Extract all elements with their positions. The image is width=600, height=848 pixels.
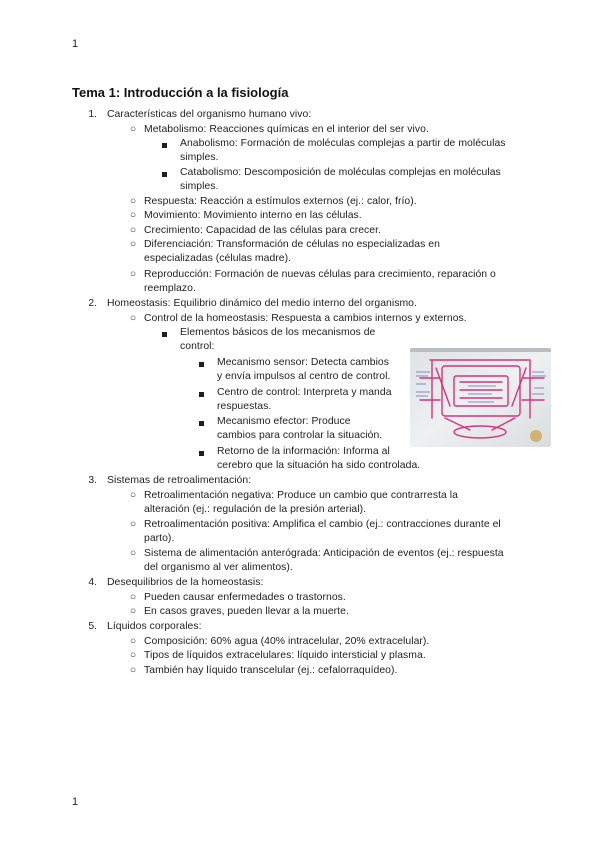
hollow-circle-bullet-icon: ○ bbox=[129, 650, 137, 661]
filled-square-bullet-icon bbox=[199, 451, 204, 456]
list-item-continuation: reemplazo. bbox=[144, 283, 196, 294]
list-item-continuation: y envía impulsos al centro de control. bbox=[217, 371, 391, 382]
section-heading: Líquidos corporales: bbox=[107, 621, 202, 632]
list-item: Sistema de alimentación anterógrada: Anticipación de eventos (ej.: respuesta bbox=[144, 548, 504, 559]
hollow-circle-bullet-icon: ○ bbox=[129, 196, 137, 207]
list-item: Reproducción: Formación de nuevas células para crecimiento, reparación o bbox=[144, 269, 496, 280]
list-item-continuation: simples. bbox=[180, 152, 219, 163]
filled-square-bullet-icon bbox=[199, 421, 204, 426]
list-item-continuation: parto). bbox=[144, 533, 175, 544]
list-item: Composición: 60% agua (40% intracelular, 20% extracelular). bbox=[144, 636, 430, 647]
hollow-circle-bullet-icon: ○ bbox=[129, 548, 137, 559]
hollow-circle-bullet-icon: ○ bbox=[129, 490, 137, 501]
list-item-continuation: del organismo al ver alimentos). bbox=[144, 562, 293, 573]
list-item: Retorno de la información: Informa al bbox=[217, 446, 390, 457]
homeostasis-diagram-photo bbox=[410, 348, 551, 447]
section-heading: Sistemas de retroalimentación: bbox=[107, 475, 252, 486]
filled-square-bullet-icon bbox=[162, 172, 167, 177]
list-item: Movimiento: Movimiento interno en las células. bbox=[144, 210, 362, 221]
hollow-circle-bullet-icon: ○ bbox=[129, 636, 137, 647]
list-item: Crecimiento: Capacidad de las células para crecer. bbox=[144, 225, 381, 236]
section-number: 2. bbox=[88, 298, 97, 309]
list-item: Mecanismo sensor: Detecta cambios bbox=[217, 357, 390, 368]
list-item-continuation: cambios para controlar la situación. bbox=[217, 430, 383, 441]
footer-page-number: 1 bbox=[72, 796, 79, 808]
filled-square-bullet-icon bbox=[199, 362, 204, 367]
hollow-circle-bullet-icon: ○ bbox=[129, 592, 137, 603]
hollow-circle-bullet-icon: ○ bbox=[129, 124, 137, 135]
list-item: Catabolismo: Descomposición de moléculas complejas en moléculas bbox=[180, 167, 501, 178]
hollow-circle-bullet-icon: ○ bbox=[129, 665, 137, 676]
hollow-circle-bullet-icon: ○ bbox=[129, 606, 137, 617]
list-item: También hay líquido transcelular (ej.: cefalorraquídeo). bbox=[144, 665, 398, 676]
section-number: 1. bbox=[88, 109, 97, 120]
list-item: Respuesta: Reacción a estímulos externos (ej.: calor, frío). bbox=[144, 196, 417, 207]
list-item-continuation: cerebro que la situación ha sido controlada. bbox=[217, 460, 421, 471]
section-heading: Desequilibrios de la homeostasis: bbox=[107, 577, 264, 588]
section-heading: Homeostasis: Equilibrio dinámico del medio interno del organismo. bbox=[107, 298, 417, 309]
list-item: Control de la homeostasis: Respuesta a cambios internos y externos. bbox=[144, 313, 467, 324]
hollow-circle-bullet-icon: ○ bbox=[129, 519, 137, 530]
section-number: 4. bbox=[88, 577, 97, 588]
hollow-circle-bullet-icon: ○ bbox=[129, 210, 137, 221]
list-item: Retroalimentación positiva: Amplifica el cambio (ej.: contracciones durante el bbox=[144, 519, 501, 530]
list-item: Diferenciación: Transformación de células no especializadas en bbox=[144, 239, 440, 250]
list-item: Retroalimentación negativa: Produce un cambio que contrarresta la bbox=[144, 490, 458, 501]
list-item: Tipos de líquidos extracelulares: líquido intersticial y plasma. bbox=[144, 650, 426, 661]
list-item-continuation: especializadas (células madre). bbox=[144, 253, 292, 264]
list-item: Metabolismo: Reacciones químicas en el interior del ser vivo. bbox=[144, 124, 429, 135]
list-item: Mecanismo efector: Produce bbox=[217, 416, 351, 427]
list-item-continuation: control: bbox=[180, 341, 215, 352]
list-item: Centro de control: Interpreta y manda bbox=[217, 387, 392, 398]
hollow-circle-bullet-icon: ○ bbox=[129, 239, 137, 250]
list-item-continuation: respuestas. bbox=[217, 401, 272, 412]
section-number: 3. bbox=[88, 475, 97, 486]
filled-square-bullet-icon bbox=[162, 332, 167, 337]
filled-square-bullet-icon bbox=[199, 392, 204, 397]
list-item: Anabolismo: Formación de moléculas complejas a partir de moléculas bbox=[180, 138, 506, 149]
list-item: En casos graves, pueden llevar a la muerte. bbox=[144, 606, 349, 617]
section-heading: Características del organismo humano vivo: bbox=[107, 109, 312, 120]
list-item-continuation: alteración (ej.: regulación de la presión arterial). bbox=[144, 504, 367, 515]
list-item: Elementos básicos de los mecanismos de bbox=[180, 327, 376, 338]
section-number: 5. bbox=[88, 621, 97, 632]
filled-square-bullet-icon bbox=[162, 143, 167, 148]
list-item-continuation: simples. bbox=[180, 181, 219, 192]
hollow-circle-bullet-icon: ○ bbox=[129, 313, 137, 324]
hollow-circle-bullet-icon: ○ bbox=[129, 269, 137, 280]
header-page-number: 1 bbox=[72, 38, 79, 50]
page-title: Tema 1: Introducción a la fisiología bbox=[72, 85, 289, 100]
list-item: Pueden causar enfermedades o trastornos. bbox=[144, 592, 346, 603]
hollow-circle-bullet-icon: ○ bbox=[129, 225, 137, 236]
